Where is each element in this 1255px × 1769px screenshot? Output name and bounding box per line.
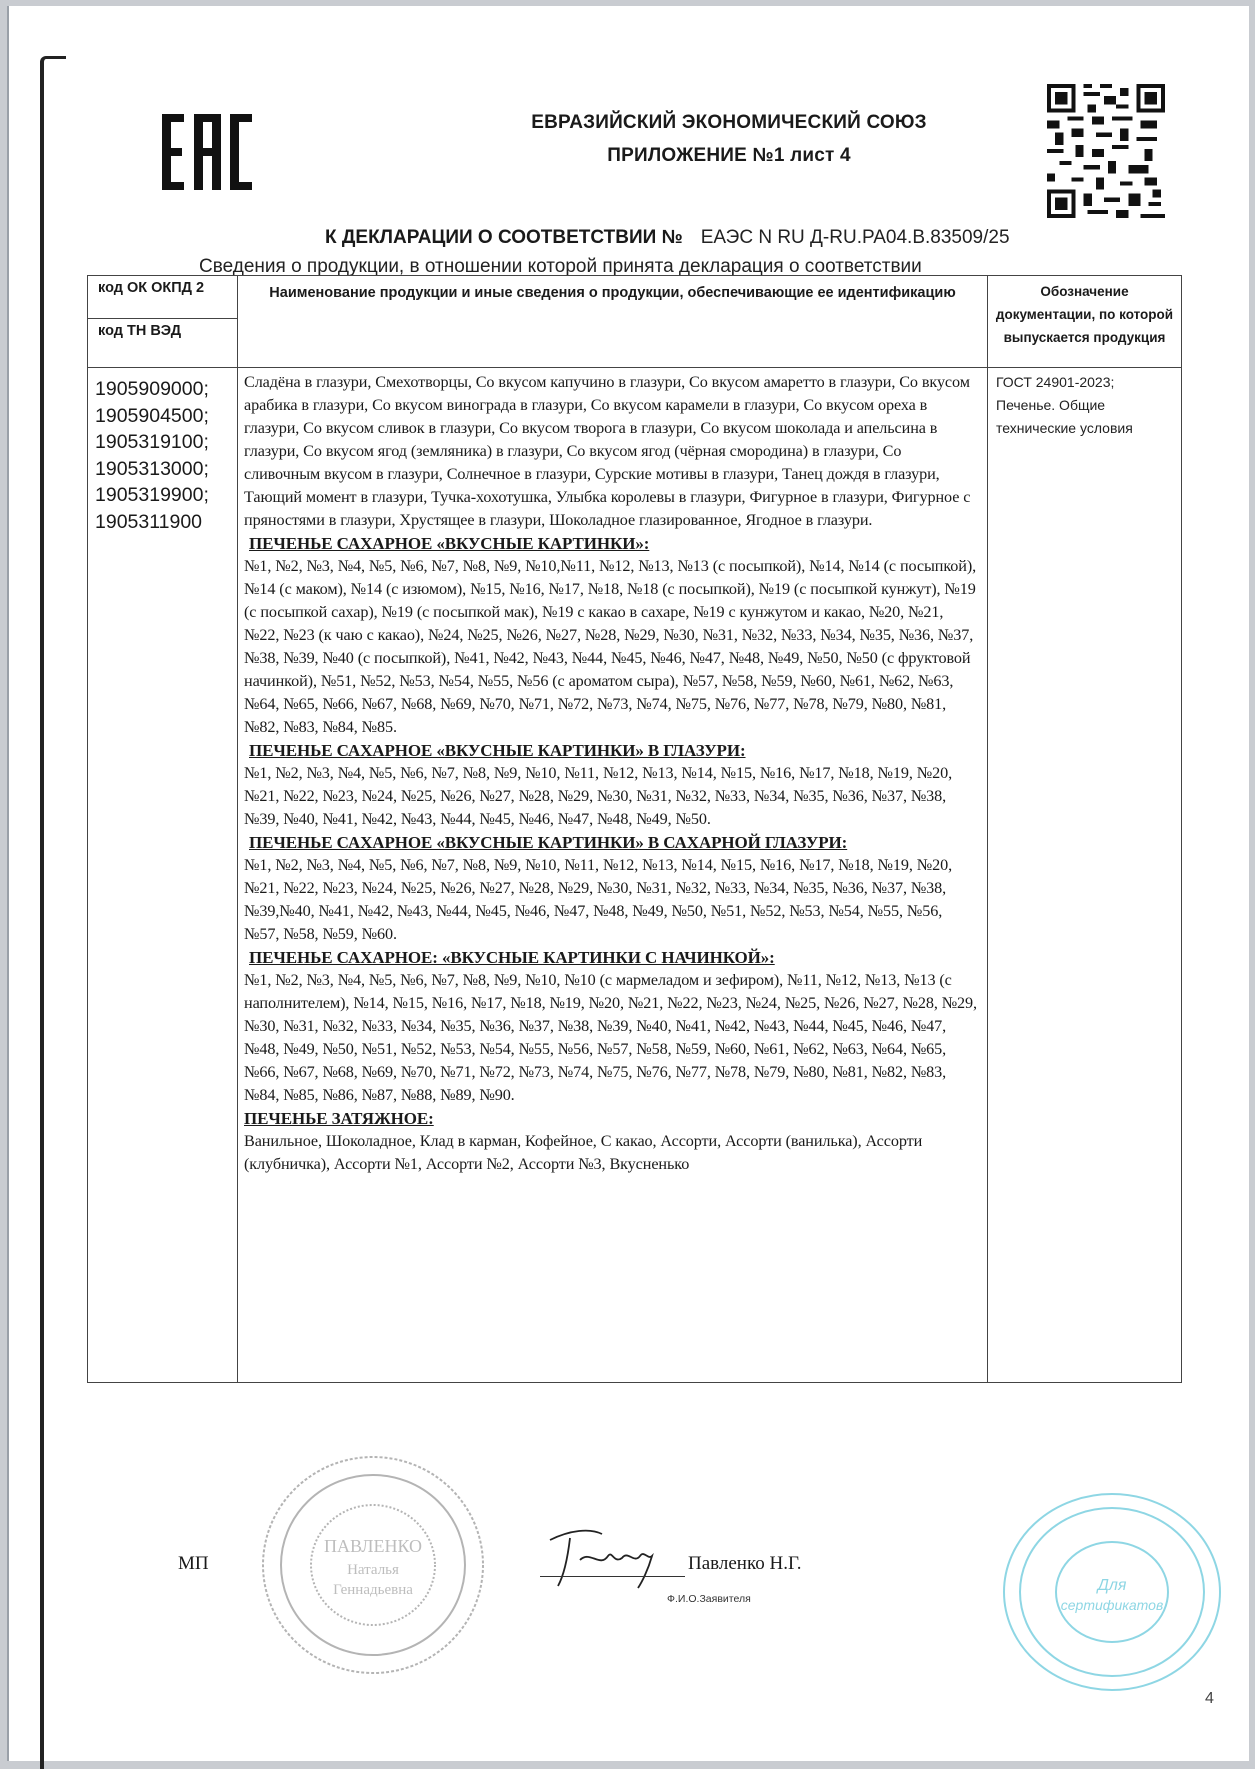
declaration-label: К ДЕКЛАРАЦИИ О СООТВЕТСТВИИ № [325, 227, 683, 248]
svg-text:Геннадьевна: Геннадьевна [333, 1582, 413, 1598]
documentation-cell: ГОСТ 24901-2023; Печенье. Общие технические условия [988, 368, 1182, 1383]
code-item: 1905319900; [95, 484, 209, 506]
signature-icon [540, 1520, 675, 1590]
company-stamp-icon [1000, 1490, 1225, 1695]
seal-place-label: МП [178, 1553, 209, 1574]
qr-code-icon [1046, 84, 1166, 218]
section-title: ПЕЧЕНЬЕ ЗАТЯЖНОЕ: [244, 1109, 434, 1128]
section-text: Ванильное, Шоколадное, Клад в карман, Кофейное, С какао, Ассорти, Ассорти (ванилька), Ассорти (клубничка), Ассорти №1, Ассорти №2, Ассорти №3, Вкусненько [244, 1132, 923, 1173]
header-title [479, 106, 979, 172]
svg-text:Для: Для [1097, 1577, 1127, 1594]
scan-corner-mark [40, 56, 66, 1769]
section-text: №1, №2, №3, №4, №5, №6, №7, №8, №9, №10, №10 (с мармеладом и зефиром), №11, №12, №13, №13 (с наполнителем), №14, №15, №16, №17, №18, №19, №20, №21, №22, №23, №24, №25, №26, №27, №28, №29, №30, №31, №32, №33, №34, №35, №36, №37, №38, №39, №40, №41, №42, №43, №44, №45, №46, №47, №48, №49, №50, №51, №52, №53, №54, №55, №56, №57, №58, №59, №60, №61, №62, №63, №64, №65, №66, №67, №68, №69, №70, №71, №72, №73, №74, №75, №76, №77, №78, №79, №80, №81, №82, №83, №84, №85, №86, №87, №88, №89, №90. [244, 971, 977, 1104]
union-title: ЕВРАЗИЙСКИЙ ЭКОНОМИЧЕСКИЙ СОЮЗ [531, 112, 927, 133]
declaration-number: ЕАЭС N RU Д-RU.PA04.B.83509/25 [700, 227, 1010, 248]
section-title: ПЕЧЕНЬЕ САХАРНОЕ «ВКУСНЫЕ КАРТИНКИ» В САХАРНОЙ ГЛАЗУРИ: [249, 833, 848, 852]
section-title: ПЕЧЕНЬЕ САХАРНОЕ «ВКУСНЫЕ КАРТИНКИ» В ГЛАЗУРИ: [249, 741, 746, 760]
code-item: 1905313000; [95, 457, 209, 480]
code-item: 1905311900 [95, 510, 203, 533]
codes-cell [88, 368, 238, 1383]
header-documentation: Обозначение документации, по которой выпускается продукция [988, 276, 1182, 368]
page-number: 4 [1205, 1690, 1214, 1707]
header-code-okpd: код ОК ОКПД 2 [88, 276, 238, 319]
subtitle: Сведения о продукции, в отношении которой принята декларация о соответствии [199, 256, 922, 277]
section-text: №1, №2, №3, №4, №5, №6, №7, №8, №9, №10, №11, №12, №13, №14, №15, №16, №17, №18, №19, №20, №21, №22, №23, №24, №25, №26, №27, №28, №29, №30, №31, №32, №33, №34, №35, №36, №37, №38, №39,№40, №41, №42, №43, №44, №45, №46, №47, №48, №49, №50, №51, №52, №53, №54, №55, №56, №57, №58, №59, №60. [244, 856, 953, 943]
product-table [87, 275, 1182, 1383]
signer-name: Павленко Н.Г. [688, 1553, 802, 1574]
svg-text:ПАВЛЕНКО: ПАВЛЕНКО [323, 1536, 423, 1556]
code-item: 1905319100; [95, 431, 209, 453]
declaration-line [325, 227, 1145, 249]
eac-logo-icon [162, 114, 252, 190]
code-item: 1905909000; [95, 378, 209, 400]
section-title: ПЕЧЕНЬЕ САХАРНОЕ: «ВКУСНЫЕ КАРТИНКИ С НАЧИНКОЙ»: [249, 948, 775, 967]
signature-line [540, 1576, 685, 1577]
applicant-stamp-icon [258, 1450, 488, 1680]
appendix-title: ПРИЛОЖЕНИЕ №1 лист 4 [607, 145, 851, 166]
header-code-tnved: код ТН ВЭД [88, 319, 238, 368]
section-text: №1, №2, №3, №4, №5, №6, №7, №8, №9, №10, №11, №12, №13, №14, №15, №16, №17, №18, №19, №20, №21, №22, №23, №24, №25, №26, №27, №28, №29, №30, №31, №32, №33, №34, №35, №36, №37, №38, №39, №40, №41, №42, №43, №44, №45, №46, №47, №48, №49, №50. [244, 764, 953, 828]
svg-text:Наталья: Наталья [347, 1562, 399, 1578]
section-text: №1, №2, №3, №4, №5, №6, №7, №8, №9, №10,№11, №12, №13, №13 (с посыпкой), №14, №14 (с посыпкой), №14 (с маком), №14 (с изюмом), №15, №16, №17, №18, №18 (с посыпкой), №19 (с посыпкой кунжут), №19 (с посыпкой сахар), №19 (с посыпкой мак), №19 с какао в сахаре, №19 с кунжутом и какао, №20, №21, №22, №23 (к чаю с какао), №24, №25, №26, №27, №28, №29, №30, №31, №32, №33, №34, №35, №36, №37, №38, №39, №40 (с посыпкой), №41, №42, №43, №44, №45, №46, №47, №48, №49, №50, №50 (с фруктовой начинкой), №51, №52, №53, №54, №55, №56 (с ароматом сыра), №57, №58, №59, №60, №61, №62, №63, №64, №65, №66, №67, №68, №69, №70, №71, №72, №73, №74, №75, №76, №77, №78, №79, №80, №81, №82, №83, №84, №85. [244, 557, 977, 736]
signer-caption: Ф.И.О.Заявителя [667, 1593, 751, 1605]
header-product-name: Наименование продукции и иные сведения о продукции, обеспечивающие ее идентификацию [238, 276, 988, 368]
svg-text:сертификатов: сертификатов [1060, 1597, 1164, 1613]
section-title: ПЕЧЕНЬЕ САХАРНОЕ «ВКУСНЫЕ КАРТИНКИ»: [249, 534, 650, 553]
product-names-cell [238, 368, 988, 1383]
code-item: 1905904500; [95, 404, 209, 427]
intro-product-list: Сладёна в глазури, Смехотворцы, Со вкусом капучино в глазури, Со вкусом амаретто в глазури, Со вкусом арабика в глазури, Со вкусом винограда в глазури, Со вкусом карамели в глазури, Со вкусом ореха в глазури, Со вкусом сливок в глазури, Со вкусом творога в глазури, Со вкусом шоколада и апельсина в глазури, Со вкусом ягод (земляника) в глазури, Со вкусом ягод (чёрная смородина) в глазури, Со сливочным вкусом в глазури, Солнечное в глазури, Сурские мотивы в глазури, Танец дождя в глазури, Тающий момент в глазури, Тучка-хохотушка, Улыбка королевы в глазури, Фигурное в глазури, Фигурное с пряностями в глазури, Хрустящее в глазури, Шоколадное глазированное, Ягодное в глазури. [244, 373, 971, 529]
